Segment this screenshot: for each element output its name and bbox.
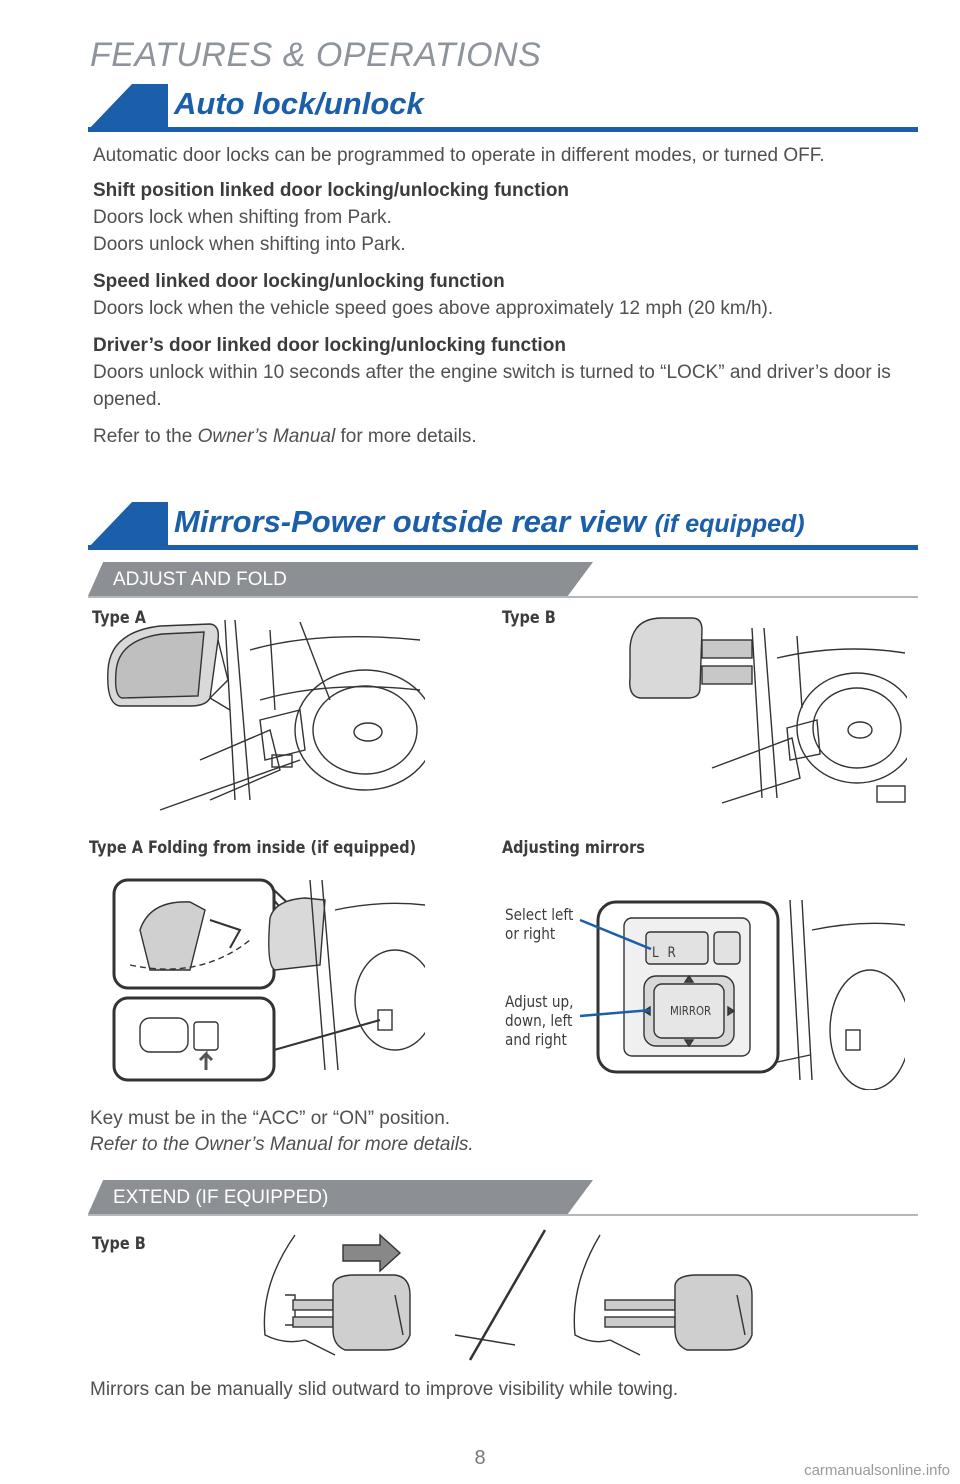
extend-mirror-illustration: [255, 1225, 775, 1365]
sub-banner-extend: [88, 1180, 918, 1216]
mirrors-notes: [90, 1106, 910, 1158]
item-line: Doors lock when the vehicle speed goes above approximately 12 mph (20 km/h).: [93, 298, 774, 319]
callout-adjust-directions: Adjust up, down, left and right: [505, 992, 574, 1049]
sub-banner-label: ADJUST AND FOLD: [113, 569, 287, 590]
auto-lock-intro: Automatic door locks can be programmed to operate in different modes, or turned OFF.: [93, 145, 825, 166]
folding-mirror-illustration: [110, 870, 425, 1085]
label-type-a-folding: Type A Folding from inside (if equipped): [89, 838, 417, 858]
auto-lock-refer: Refer to the Owner’s Manual for more details.: [93, 426, 477, 447]
section-title-mirrors: Mirrors-Power outside rear view (if equipped): [174, 504, 805, 539]
type-a-mirror-illustration: [100, 610, 425, 820]
item-heading: Driver’s door linked door locking/unlocking function: [93, 335, 566, 356]
auto-lock-body: [93, 142, 913, 458]
switch-mirror-label: MIRROR: [670, 1004, 712, 1018]
page-number: 8: [474, 1447, 486, 1469]
label-extend-type-b: Type B: [92, 1234, 146, 1254]
item-line: Doors lock when shifting from Park.: [93, 207, 392, 228]
item-line: Doors unlock within 10 seconds after the engine switch is turned to “LOCK” and driver’s door is opened.: [93, 362, 891, 410]
page-header: FEATURES & OPERATIONS: [90, 36, 542, 74]
switch-lr-label: L R: [652, 945, 679, 961]
sub-banner-label: EXTEND (IF EQUIPPED): [113, 1187, 329, 1208]
item-line: Doors unlock when shifting into Park.: [93, 234, 406, 255]
label-type-a: Type A: [92, 608, 146, 628]
refer-note: Refer to the Owner’s Manual for more details.: [90, 1134, 474, 1155]
label-adjusting-mirrors: Adjusting mirrors: [502, 838, 645, 858]
item-heading: Shift position linked door locking/unlocking function: [93, 180, 570, 201]
sub-banner-adjust: [88, 562, 918, 598]
callout-select-left-right: Select left or right: [505, 905, 574, 943]
section-banner-auto-lock: [88, 84, 918, 134]
item-heading: Speed linked door locking/unlocking function: [93, 271, 505, 292]
section-title-auto-lock: Auto lock/unlock: [174, 86, 424, 121]
section-banner-mirrors: [88, 502, 918, 552]
extend-note: Mirrors can be manually slid outward to improve visibility while towing.: [90, 1379, 679, 1400]
type-b-mirror-illustration: [622, 608, 907, 808]
watermark: carmanualsonline.info: [804, 1462, 950, 1479]
label-type-b: Type B: [502, 608, 556, 628]
key-note: Key must be in the “ACC” or “ON” position.: [90, 1108, 451, 1129]
callout-leader-lines: [575, 915, 655, 1025]
